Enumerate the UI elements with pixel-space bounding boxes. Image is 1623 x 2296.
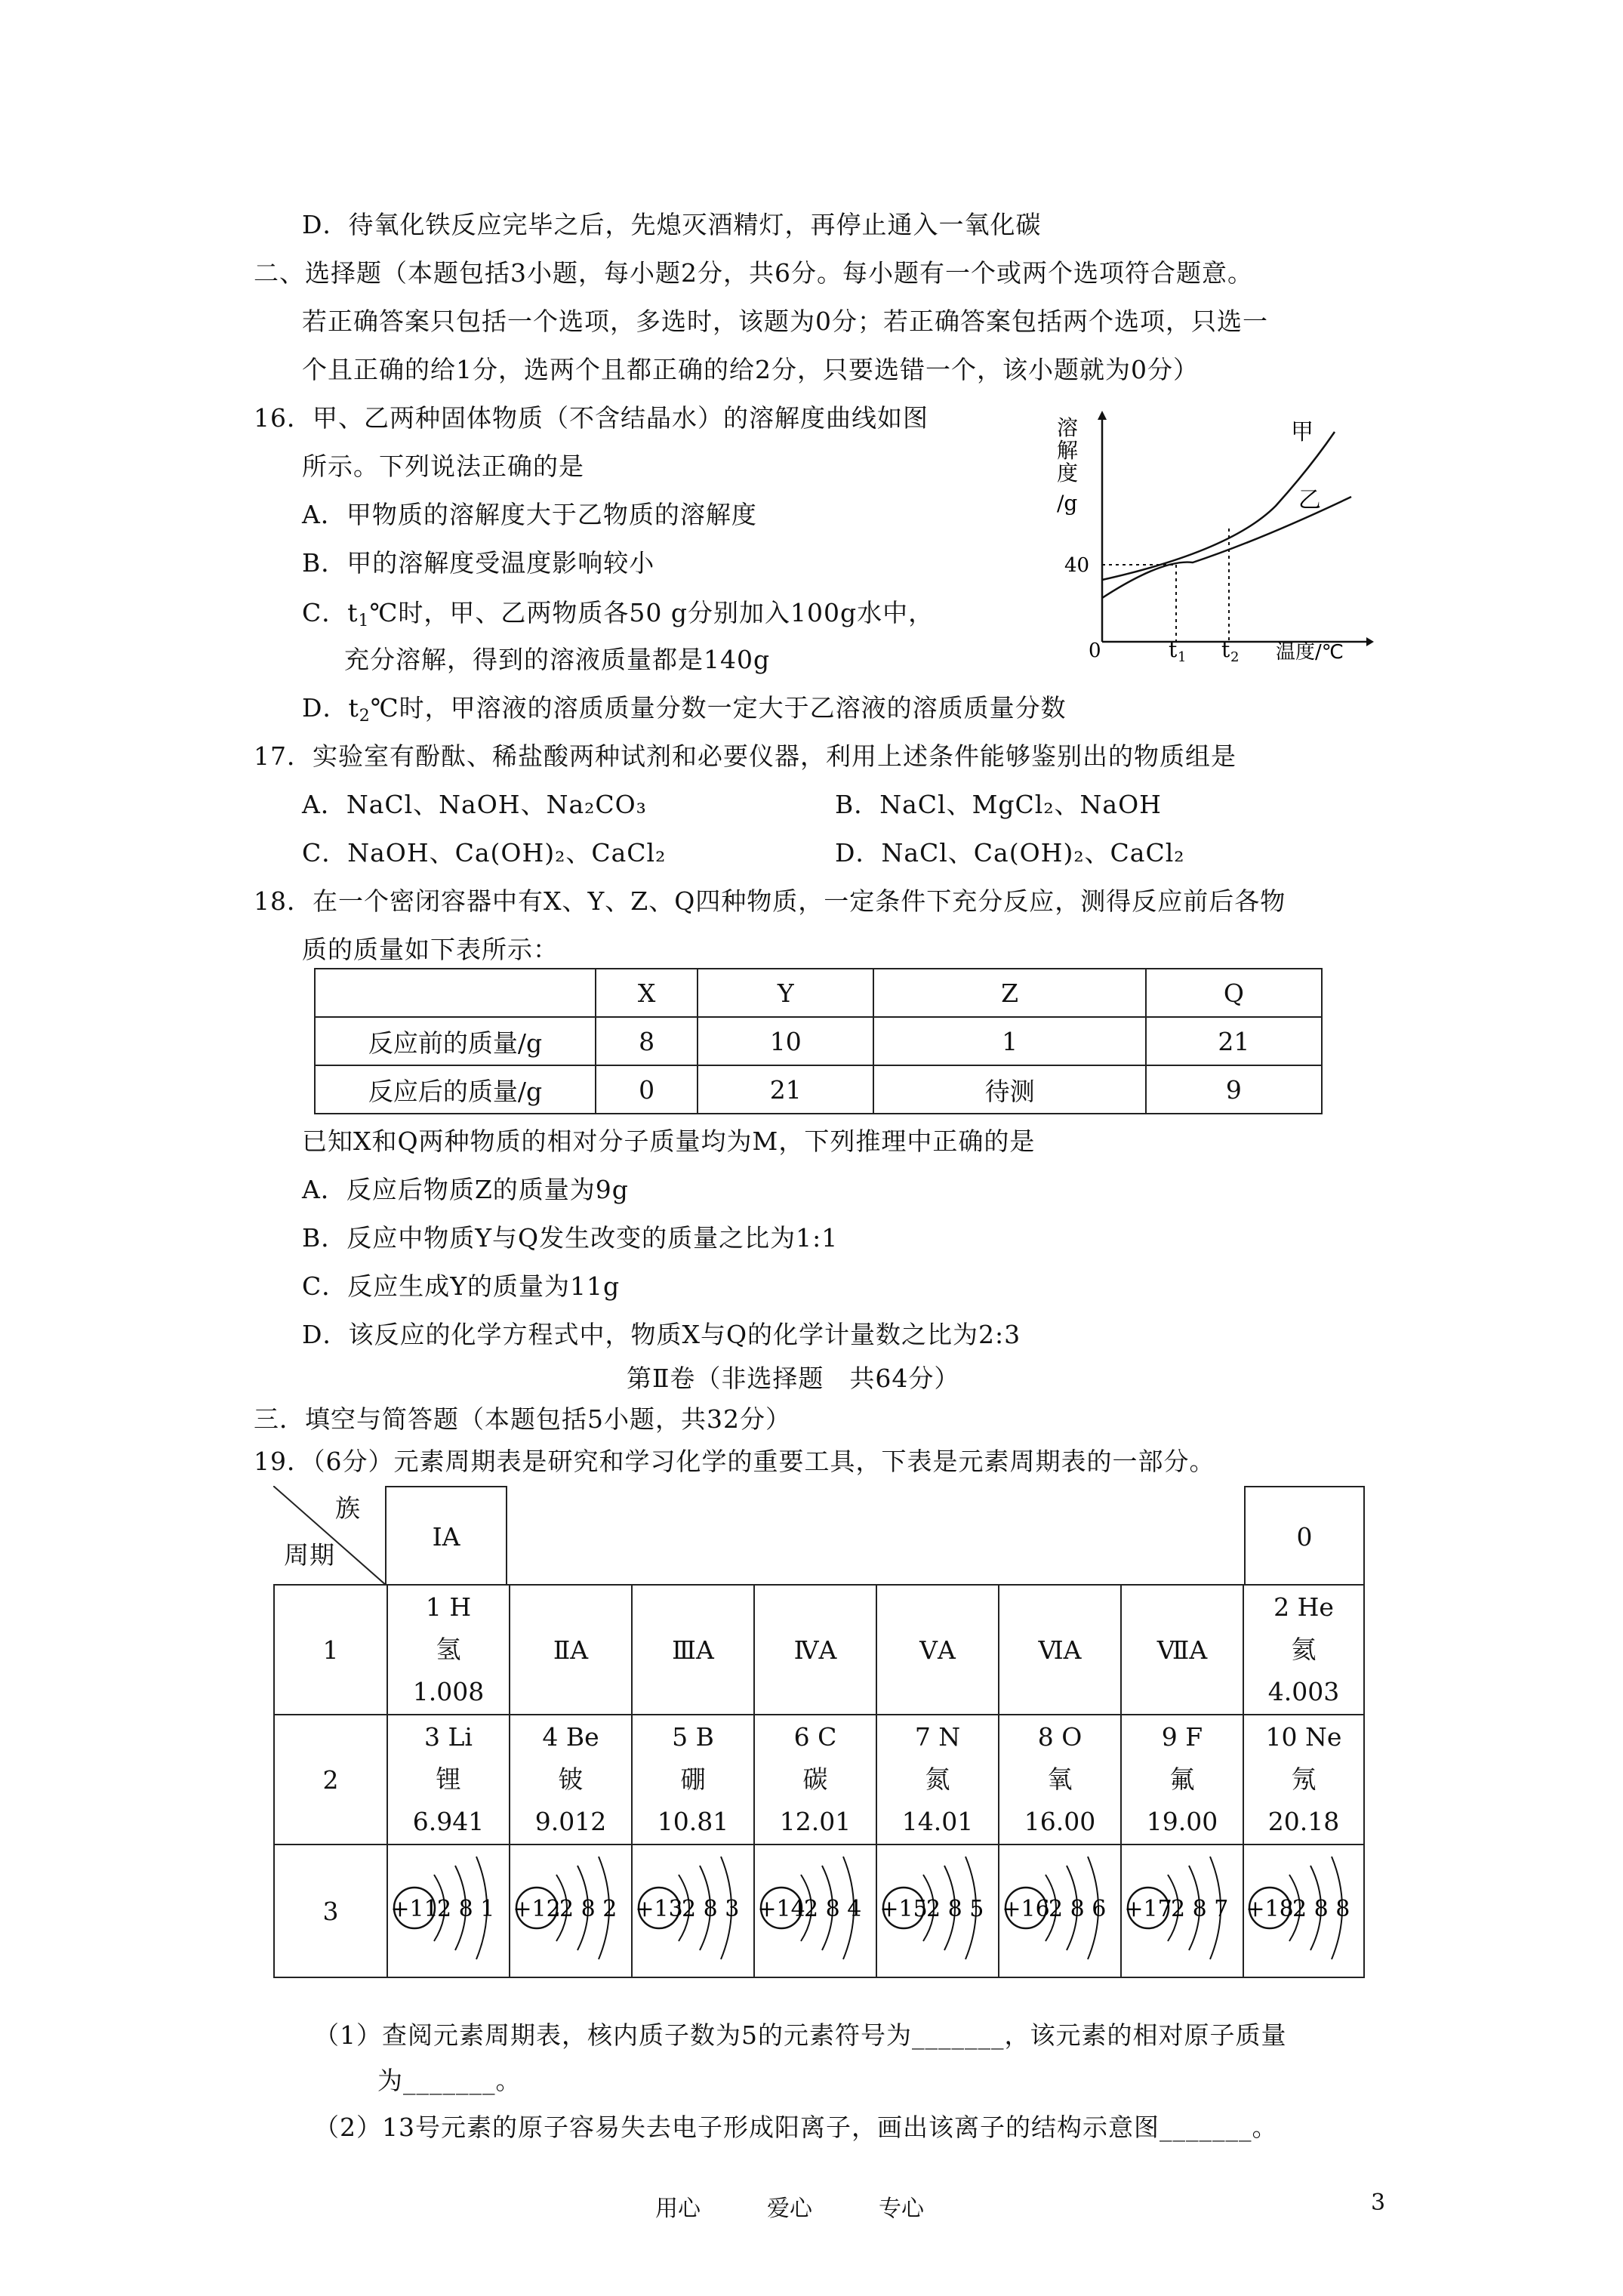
table-cell: 21: [1146, 1017, 1322, 1065]
atom-structure-cl: [1121, 1845, 1243, 1977]
element-name: 碳: [802, 1764, 828, 1794]
nucleus-charge: +18: [1246, 1896, 1294, 1922]
question-18-option-b: B．反应中物质Y与Q发生改变的质量之比为1:1: [302, 1223, 839, 1253]
atom-diagram: [878, 1848, 997, 1968]
table-cell: 0: [596, 1065, 698, 1114]
table-cell: 10: [698, 1017, 873, 1065]
nucleus-charge: +13: [635, 1896, 683, 1922]
group-0-label: 0: [1296, 1521, 1313, 1552]
group-ia-label: ⅠA: [432, 1521, 460, 1552]
electron-counts: 2 8 6: [1049, 1896, 1107, 1922]
period-3-row: [274, 1845, 1364, 1977]
nucleus-charge: +15: [879, 1896, 928, 1922]
table-row: [315, 1017, 1322, 1065]
question-16-option-c: C．$t_1℃$时，甲、乙两物质各50 g分别加入100g水中，: [302, 598, 935, 630]
element-mass: 10.81: [657, 1807, 729, 1836]
element-he: [1243, 1585, 1364, 1715]
nucleus-charge: +11: [390, 1896, 439, 1922]
group-ia-header: [385, 1486, 507, 1586]
element-ne: [1243, 1715, 1364, 1845]
element-mass: 6.941: [412, 1807, 485, 1836]
periodic-grid: [273, 1584, 1365, 1978]
electron-counts: 2 8 1: [437, 1896, 495, 1922]
atom-structure-ar: [1243, 1845, 1364, 1977]
table-cell: 8: [596, 1017, 698, 1065]
footer-text-3: 专心: [879, 2196, 924, 2222]
element-h-name: 氢: [436, 1635, 461, 1664]
corner-period-label: 周期: [284, 1540, 335, 1570]
atom-diagram: [1123, 1848, 1242, 1968]
period-1-label: 1: [274, 1585, 387, 1715]
question-18-option-a: A．反应后物质Z的质量为9g: [302, 1175, 629, 1204]
atom-structure-mg: [510, 1845, 632, 1977]
question-17-stem: 17．实验室有酚酞、稀盐酸两种试剂和必要仪器，利用上述条件能够鉴别出的物质组是: [254, 741, 1236, 771]
electron-counts: 2 8 8: [1292, 1896, 1350, 1922]
ylabel-char-1: 溶: [1057, 415, 1079, 440]
y-tick-40: 40: [1064, 554, 1090, 577]
period-1-row: [274, 1585, 1364, 1715]
nucleus-charge: +14: [757, 1896, 805, 1922]
element-n: [876, 1715, 999, 1845]
question-17-option-a: A．NaCl、NaOH、Na₂CO₃: [302, 790, 647, 819]
origin-label: 0: [1089, 639, 1101, 662]
t2-sub: 2: [1230, 649, 1240, 664]
element-he-name: 氦: [1291, 1635, 1317, 1664]
section-3-heading: 三．填空与简答题（本题包括5小题，共32分）: [254, 1404, 791, 1434]
question-17-option-b: B．NaCl、MgCl₂、NaOH: [835, 790, 1162, 819]
electron-counts: 2 8 5: [926, 1896, 984, 1922]
option-15d: D．待氧化铁反应完毕之后，先熄灭酒精灯，再停止通入一氧化碳: [302, 210, 1042, 239]
element-h-mass: 1.008: [412, 1677, 485, 1706]
element-mass: 20.18: [1267, 1807, 1340, 1836]
atom-diagram: [511, 1848, 630, 1968]
nucleus-charge: +16: [1002, 1896, 1050, 1922]
t2-label: t: [1221, 637, 1230, 662]
table-cell: 待测: [873, 1065, 1145, 1114]
group-viia-label: ⅦA: [1121, 1585, 1243, 1715]
element-symbol: 5 B: [672, 1722, 714, 1752]
element-c: [754, 1715, 876, 1845]
table-header-z: Z: [873, 969, 1145, 1017]
element-mass: 12.01: [779, 1807, 852, 1836]
atom-structure-si: [754, 1845, 876, 1977]
table-cell: 9: [1146, 1065, 1322, 1114]
element-symbol: 9 F: [1161, 1722, 1203, 1752]
t1-label: t: [1169, 637, 1178, 662]
period-2-label: 2: [274, 1715, 387, 1845]
section-2-rule-2: 个且正确的给1分，选两个且都正确的给2分，只要选错一个，该小题就为0分）: [302, 355, 1199, 384]
question-17-option-d: D．NaCl、Ca(OH)₂、CaCl₂: [835, 838, 1185, 868]
nucleus-charge: +17: [1124, 1896, 1172, 1922]
atom-structure-na: [387, 1845, 510, 1977]
question-16-option-b: B．甲的溶解度受温度影响较小: [302, 548, 655, 578]
element-f: [1121, 1715, 1243, 1845]
ylabel-char-2: 解: [1057, 438, 1079, 463]
group-0-header: [1244, 1486, 1365, 1586]
section-2-heading: 二、选择题（本题包括3小题，每小题2分，共6分。每小题有一个或两个选项符合题意。: [254, 258, 1253, 288]
atom-structure-al: [632, 1845, 754, 1977]
mass-table: [314, 968, 1323, 1114]
atom-structure-p: [876, 1845, 999, 1977]
nucleus-charge: +12: [513, 1896, 561, 1922]
periodic-table: [273, 1486, 1365, 2007]
period-2-row: [274, 1715, 1364, 1845]
question-16-option-a: A．甲物质的溶解度大于乙物质的溶解度: [302, 500, 757, 529]
page-number: 3: [1371, 2190, 1386, 2216]
question-18-stem-2: 质的质量如下表所示：: [302, 935, 559, 964]
element-symbol: 10 Ne: [1265, 1722, 1342, 1752]
ylabel-char-3: 度: [1057, 461, 1079, 485]
element-mass: 19.00: [1146, 1807, 1218, 1836]
atom-diagram: [1000, 1848, 1119, 1968]
table-cell: 21: [698, 1065, 873, 1114]
part-2-heading: 第Ⅱ卷（非选择题 共64分）: [627, 1364, 960, 1393]
element-name: 铍: [558, 1764, 584, 1794]
atom-diagram: [756, 1848, 875, 1968]
question-19-stem: 19．（6分）元素周期表是研究和学习化学的重要工具，下表是元素周期表的一部分。: [254, 1447, 1215, 1476]
group-va-label: ⅤA: [876, 1585, 999, 1715]
question-18-option-d: D．该反应的化学方程式中，物质X与Q的化学计量数之比为2:3: [302, 1320, 1021, 1349]
element-name: 氖: [1291, 1764, 1317, 1794]
element-h: [387, 1585, 510, 1715]
element-he-mass: 4.003: [1267, 1677, 1340, 1706]
electron-counts: 2 8 7: [1171, 1896, 1229, 1922]
question-18-option-c: C．反应生成Y的质量为11g: [302, 1271, 621, 1301]
table-corner: [315, 969, 596, 1017]
question-16-option-c-2: 充分溶解，得到的溶液质量都是140g: [344, 645, 771, 674]
table-header-x: X: [596, 969, 698, 1017]
element-he-symbol: 2 He: [1273, 1592, 1334, 1622]
element-name: 氟: [1169, 1764, 1195, 1794]
table-cell: 1: [873, 1017, 1145, 1065]
element-mass: 9.012: [534, 1807, 607, 1836]
x-axis-label: 温度/℃: [1276, 641, 1344, 664]
ylabel-unit: /g: [1057, 491, 1078, 516]
element-symbol: 8 O: [1037, 1722, 1083, 1752]
group-via-label: ⅥA: [999, 1585, 1121, 1715]
element-mass: 16.00: [1024, 1807, 1096, 1836]
footer-text-1: 用心: [655, 2196, 701, 2222]
y-axis-arrow: [1098, 411, 1107, 420]
section-2-rule-1: 若正确答案只包括一个选项，多选时，该题为0分；若正确答案包括两个选项，只选一: [302, 307, 1268, 336]
question-16-stem-2: 所示。下列说法正确的是: [302, 451, 584, 481]
table-header-row: [315, 969, 1322, 1017]
element-name: 硼: [680, 1764, 706, 1794]
electron-counts: 2 8 3: [682, 1896, 740, 1922]
question-19-part-2: （2）13号元素的原子容易失去电子形成阳离子，画出该离子的结构示意图_______。: [314, 2113, 1278, 2142]
curve-jia-label: 甲: [1291, 419, 1313, 445]
atom-structure-s: [999, 1845, 1121, 1977]
element-li: [387, 1715, 510, 1845]
element-name: 锂: [436, 1764, 461, 1794]
corner-cell: [273, 1486, 387, 1586]
period-3-label: 3: [274, 1845, 387, 1977]
question-16-stem: 16．甲、乙两种固体物质（不含结晶水）的溶解度曲线如图: [254, 403, 929, 433]
footer-text-2: 爱心: [767, 2196, 812, 2222]
question-19-part-1-cont: 为_______。: [377, 2066, 522, 2095]
element-symbol: 7 N: [914, 1722, 961, 1752]
electron-counts: 2 8 4: [804, 1896, 862, 1922]
t1-sub: 1: [1178, 649, 1187, 664]
table-row: [315, 1065, 1322, 1114]
element-mass: 14.01: [901, 1807, 974, 1836]
table-header-q: Q: [1146, 969, 1322, 1017]
curve-yi-label: 乙: [1298, 487, 1321, 513]
element-name: 氧: [1047, 1764, 1073, 1794]
question-18-stem: 18．在一个密闭容器中有X、Y、Z、Q四种物质，一定条件下充分反应，测得反应前后各物: [254, 886, 1286, 916]
element-name: 氮: [925, 1764, 950, 1794]
electron-counts: 2 8 2: [559, 1896, 617, 1922]
element-be: [510, 1715, 632, 1845]
atom-diagram: [633, 1848, 753, 1968]
x-axis-arrow: [1366, 637, 1374, 646]
row-label-before: 反应前的质量/g: [315, 1017, 596, 1065]
atom-diagram: [1244, 1848, 1363, 1968]
table-header-y: Y: [698, 969, 873, 1017]
group-iia-label: ⅡA: [510, 1585, 632, 1715]
row-label-after: 反应后的质量/g: [315, 1065, 596, 1114]
corner-group-label: 族: [335, 1493, 361, 1523]
element-symbol: 6 C: [793, 1722, 837, 1752]
element-o: [999, 1715, 1121, 1845]
element-symbol: 3 Li: [424, 1722, 473, 1752]
element-h-symbol: 1 H: [425, 1592, 472, 1622]
solubility-graph: [1049, 408, 1374, 664]
element-b: [632, 1715, 754, 1845]
atom-diagram: [389, 1848, 508, 1968]
question-18-given: 已知X和Q两种物质的相对分子质量均为M，下列推理中正确的是: [302, 1126, 1036, 1156]
group-iiia-label: ⅢA: [632, 1585, 754, 1715]
group-iva-label: ⅣA: [754, 1585, 876, 1715]
question-17-option-c: C．NaOH、Ca(OH)₂、CaCl₂: [302, 838, 667, 868]
question-16-option-d: D．$t_2℃$时，甲溶液的溶质质量分数一定大于乙溶液的溶质质量分数: [302, 693, 1067, 726]
question-19-part-1: （1）查阅元素周期表，核内质子数为5的元素符号为_______，该元素的相对原子质量: [314, 2020, 1287, 2050]
element-symbol: 4 Be: [542, 1722, 599, 1752]
